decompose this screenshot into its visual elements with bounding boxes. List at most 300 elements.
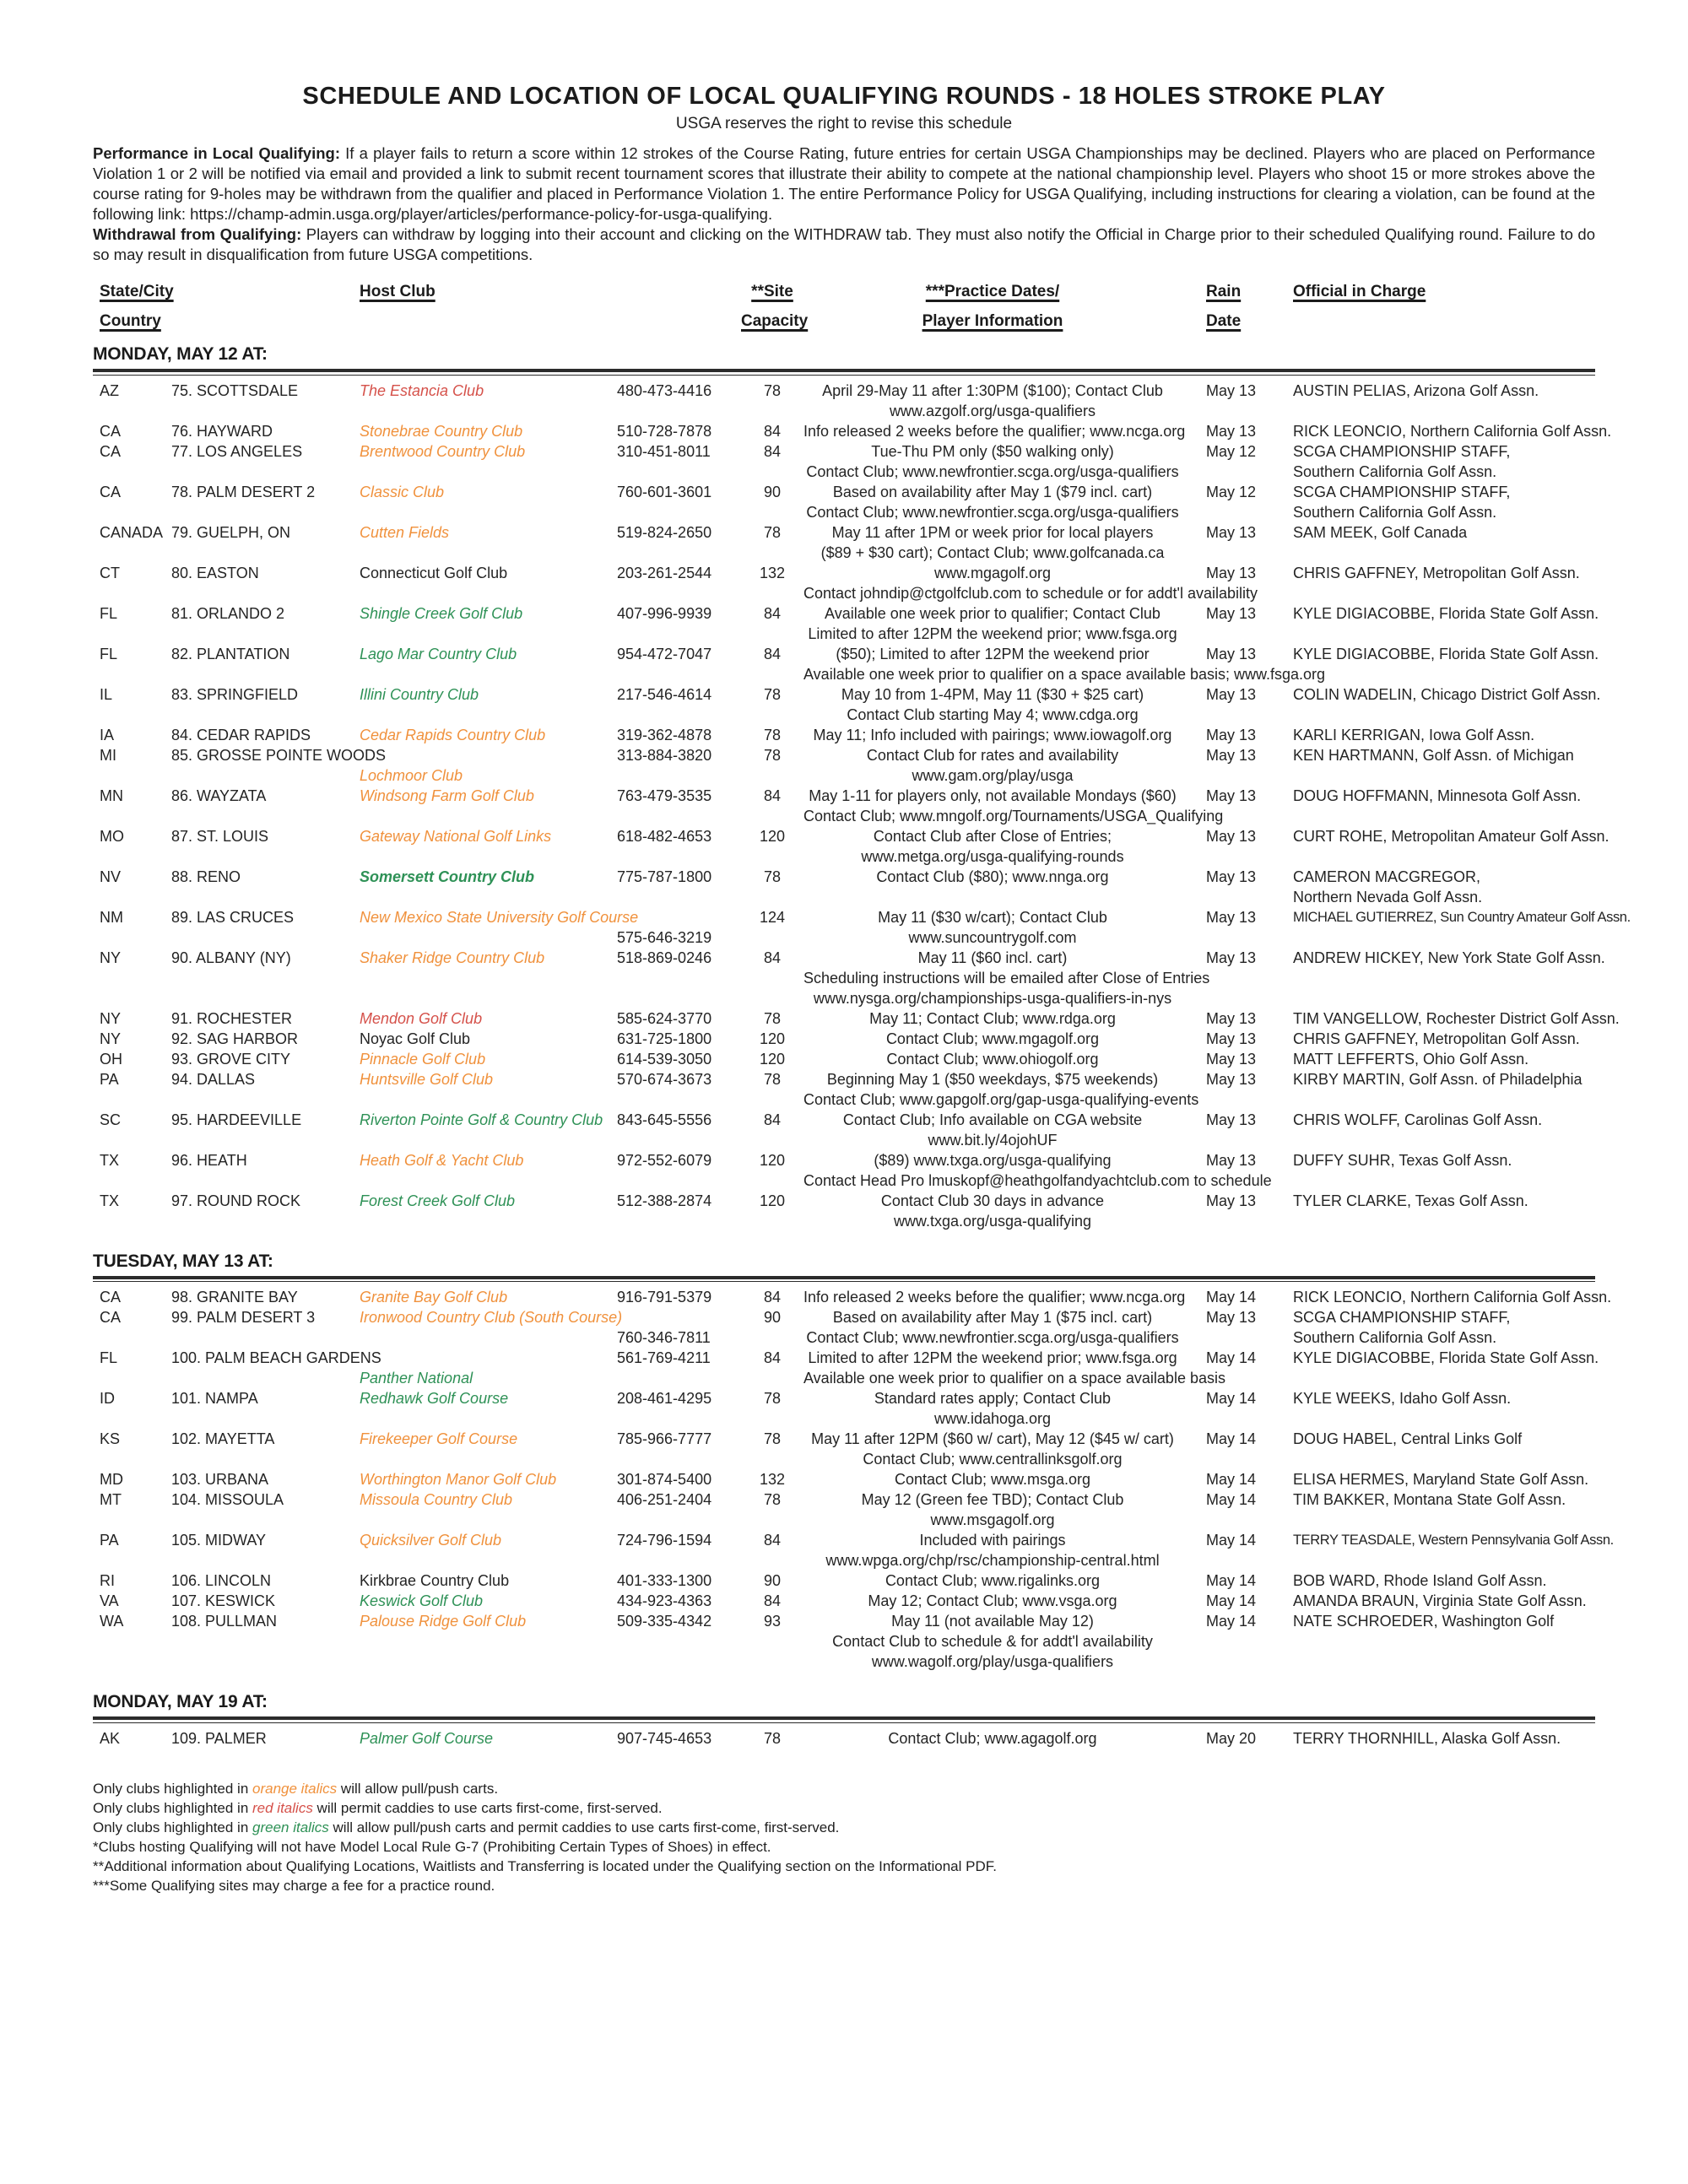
- phone-cell: [614, 887, 741, 907]
- city-cell: [165, 1368, 354, 1388]
- state-cell: TX: [100, 1151, 120, 1169]
- practice-info-cell: Standard rates apply; Contact Club: [874, 1390, 1112, 1407]
- state-cell: [93, 583, 165, 603]
- official-in-charge-cell: DUFFY SUHR, Texas Golf Assn.: [1293, 1151, 1512, 1169]
- official-in-charge-cell: [1279, 1368, 1595, 1388]
- qualifier-row-line: [93, 401, 1595, 421]
- state-cell: [93, 1327, 165, 1348]
- phone-cell: [614, 705, 741, 725]
- rain-date-cell: May 13: [1206, 827, 1257, 845]
- intro-paragraphs: [93, 143, 1595, 265]
- rain-date-cell: May 13: [1206, 1111, 1257, 1128]
- site-capacity-cell: 132: [759, 1471, 786, 1488]
- site-capacity-cell: [741, 1510, 803, 1530]
- phone-cell: [614, 1631, 741, 1652]
- qualifier-row-line: [93, 482, 1595, 502]
- site-capacity-cell: [741, 1089, 803, 1110]
- rain-date-cell: May 13: [1206, 1309, 1257, 1326]
- phone-cell: [614, 806, 741, 826]
- official-in-charge-cell: [1279, 624, 1595, 644]
- state-cell: CA: [100, 483, 122, 500]
- rain-date-cell: [1182, 583, 1279, 603]
- state-cell: [93, 1211, 165, 1231]
- host-club-cell: Worthington Manor Golf Club: [360, 1471, 557, 1488]
- footnote-text: ***Some Qualifying sites may charge a fee for a practice round.: [93, 1877, 495, 1894]
- rain-date-cell: May 13: [1206, 1192, 1257, 1209]
- host-club-cell: Shingle Creek Golf Club: [360, 604, 523, 622]
- phone-cell: [614, 401, 741, 421]
- practice-info-cell: ($50); Limited to after 12PM the weekend prior: [836, 645, 1150, 662]
- practice-info-cell: Scheduling instructions will be emailed after Close of Entries: [803, 969, 1210, 987]
- host-club-cell: Windsong Farm Golf Club: [360, 787, 534, 804]
- host-club-cell: [354, 543, 614, 563]
- rain-date-cell: [1182, 1211, 1279, 1231]
- official-in-charge-cell: KYLE DIGIACOBBE, Florida State Golf Assn.: [1293, 604, 1599, 622]
- site-capacity-cell: 120: [759, 1151, 786, 1169]
- city-cell: 106. LINCOLN: [171, 1572, 272, 1589]
- city-cell: 86. WAYZATA: [171, 787, 267, 804]
- city-cell: 101. NAMPA: [171, 1390, 258, 1407]
- rain-date-cell: May 13: [1206, 949, 1257, 966]
- qualifier-row-line: [93, 583, 1595, 603]
- phone-cell: 509-335-4342: [617, 1613, 712, 1630]
- official-in-charge-cell: TERRY THORNHILL, Alaska Golf Assn.: [1293, 1729, 1561, 1747]
- state-cell: NM: [100, 908, 123, 926]
- col-header-player-information: [803, 306, 1182, 336]
- host-club-cell: [354, 1348, 614, 1368]
- practice-info-cell: Info released 2 weeks before the qualifier; www.ncga.org: [803, 1289, 1186, 1306]
- city-cell: 83. SPRINGFIELD: [171, 685, 299, 703]
- phone-cell: 319-362-4878: [617, 726, 712, 743]
- official-in-charge-cell: [1279, 1631, 1595, 1652]
- site-capacity-cell: [741, 1170, 803, 1191]
- official-in-charge-cell: RICK LEONCIO, Northern California Golf Assn.: [1293, 422, 1612, 440]
- city-cell: 109. PALMER: [171, 1729, 267, 1747]
- state-cell: FL: [100, 645, 118, 662]
- qualifier-row-line: [93, 543, 1595, 563]
- qualifier-row: [93, 1150, 1595, 1191]
- city-cell: 78. PALM DESERT 2: [171, 483, 316, 500]
- official-in-charge-cell: CHRIS GAFFNEY, Metropolitan Golf Assn.: [1293, 1030, 1580, 1047]
- practice-info-cell: www.nysga.org/championships-usga-qualifiers-in-nys: [813, 989, 1172, 1007]
- rain-date-cell: May 13: [1206, 1009, 1257, 1027]
- site-capacity-cell: 84: [763, 1592, 782, 1609]
- qualifier-row: [93, 1429, 1595, 1469]
- host-club-cell: [354, 1652, 614, 1672]
- phone-cell: 480-473-4416: [617, 381, 712, 399]
- practice-info-cell: www.azgolf.org/usga-qualifiers: [889, 402, 1096, 419]
- host-club-cell: Missoula Country Club: [360, 1491, 513, 1508]
- practice-info-cell: Tue-Thu PM only ($50 walking only): [871, 442, 1114, 460]
- qualifier-row-line: [93, 887, 1595, 907]
- site-capacity-cell: 90: [763, 483, 782, 500]
- official-in-charge-cell: CHRIS WOLFF, Carolinas Golf Assn.: [1293, 1111, 1543, 1128]
- qualifier-row-line: [93, 1307, 1595, 1327]
- qualifier-row: [93, 1611, 1595, 1672]
- host-club-cell: Lochmoor Club: [360, 766, 463, 784]
- state-cell: NY: [100, 1030, 122, 1047]
- official-in-charge-cell: [1279, 705, 1595, 725]
- host-club-cell: [354, 1211, 614, 1231]
- city-cell: [165, 1408, 354, 1429]
- rain-date-cell: May 13: [1206, 1030, 1257, 1047]
- col-header-host-club: [354, 277, 741, 306]
- phone-cell: 407-996-9939: [617, 604, 712, 622]
- day-section: [93, 1251, 1614, 1673]
- host-club-cell: Stonebrae Country Club: [360, 422, 523, 440]
- phone-cell: 954-472-7047: [617, 645, 712, 662]
- practice-info-cell: Based on availability after May 1 ($79 incl. cart): [832, 483, 1153, 500]
- city-cell: 103. URBANA: [171, 1471, 269, 1488]
- host-club-cell: [354, 1170, 614, 1191]
- qualifier-row: [93, 421, 1612, 441]
- city-cell: [165, 1550, 354, 1570]
- host-club-cell: Forest Creek Golf Club: [360, 1192, 516, 1209]
- rain-date-cell: [1182, 1327, 1279, 1348]
- official-in-charge-cell: [1279, 543, 1595, 563]
- qualifier-row: [93, 1029, 1595, 1049]
- footnote-text: will allow pull/push carts and permit caddies to use carts first-come, first-served.: [328, 1819, 840, 1835]
- city-cell: 79. GUELPH, ON: [171, 523, 291, 541]
- rain-date-cell: [1182, 502, 1279, 522]
- city-cell: 75. SCOTTSDALE: [171, 381, 299, 399]
- state-cell: [93, 1170, 165, 1191]
- state-cell: MD: [100, 1471, 123, 1488]
- rain-date-cell: [1182, 1631, 1279, 1652]
- qualifier-row-line: [93, 1530, 1614, 1550]
- practice-info-cell: May 11 after 12PM ($60 w/ cart), May 12 ($45 w/ cart): [811, 1430, 1174, 1447]
- official-in-charge-cell: TIM VANGELLOW, Rochester District Golf Assn.: [1293, 1009, 1620, 1027]
- qualifier-row: [93, 482, 1595, 522]
- rain-date-cell: [1182, 927, 1279, 948]
- site-capacity-cell: [741, 624, 803, 644]
- rain-date-cell: [1182, 543, 1279, 563]
- state-cell: [93, 1550, 165, 1570]
- qualifier-row-line: [93, 1368, 1595, 1388]
- site-capacity-cell: [741, 583, 803, 603]
- footnote-highlight-green: green italics: [252, 1819, 329, 1835]
- footnote-text: *Clubs hosting Qualifying will not have Model Local Rule G-7 (Prohibiting Certain Types of Shoes) in effect.: [93, 1838, 771, 1855]
- practice-info-cell: May 11 ($60 incl. cart): [917, 949, 1068, 966]
- city-cell: [165, 1510, 354, 1530]
- state-cell: [93, 1408, 165, 1429]
- qualifier-row: [93, 1728, 1595, 1749]
- phone-cell: 585-624-3770: [617, 1009, 712, 1027]
- rain-date-cell: May 14: [1206, 1289, 1257, 1306]
- state-cell: [93, 765, 165, 786]
- host-club-cell: [354, 988, 614, 1008]
- rain-date-cell: [1182, 1550, 1279, 1570]
- host-club-cell: Palmer Golf Course: [360, 1729, 494, 1747]
- host-club-cell: [354, 502, 614, 522]
- official-in-charge-cell: KYLE WEEKS, Idaho Golf Assn.: [1293, 1390, 1512, 1407]
- city-cell: 95. HARDEEVILLE: [171, 1111, 302, 1128]
- state-cell: MO: [100, 827, 124, 845]
- section-rule: [93, 369, 1595, 376]
- state-cell: NY: [100, 949, 122, 966]
- rain-date-cell: May 13: [1206, 685, 1257, 703]
- site-capacity-cell: 78: [763, 685, 782, 703]
- practice-info-cell: www.suncountrygolf.com: [908, 928, 1077, 946]
- rain-date-cell: May 13: [1206, 1070, 1257, 1088]
- rain-date-cell: May 12: [1206, 442, 1257, 460]
- practice-info-cell: Contact Club; www.msga.org: [894, 1471, 1091, 1488]
- site-capacity-cell: 90: [763, 1572, 782, 1589]
- site-capacity-cell: [741, 927, 803, 948]
- state-cell: CA: [100, 422, 122, 440]
- phone-cell: 724-796-1594: [617, 1532, 712, 1549]
- phone-cell: 907-745-4653: [617, 1729, 712, 1747]
- site-capacity-cell: [741, 1327, 803, 1348]
- practice-info-cell: May 11 after 1PM or week prior for local players: [831, 523, 1154, 541]
- qualifier-row-line: [93, 1348, 1599, 1368]
- official-in-charge-cell: TYLER CLARKE, Texas Golf Assn.: [1293, 1192, 1528, 1209]
- qualifier-row: [93, 1591, 1595, 1611]
- col-header-rain: [1182, 277, 1279, 306]
- qualifier-row: [93, 1348, 1599, 1388]
- withdrawal-label: Withdrawal from Qualifying:: [93, 225, 302, 243]
- qualifier-row: [93, 684, 1601, 725]
- state-cell: MN: [100, 787, 123, 804]
- rain-date-cell: May 12: [1206, 483, 1257, 500]
- practice-info-cell: Contact Head Pro lmuskopf@heathgolfandyachtclub.com to schedule: [803, 1171, 1272, 1189]
- phone-cell: 760-601-3601: [617, 483, 712, 500]
- qualifier-row: [93, 1489, 1595, 1530]
- phone-cell: 301-874-5400: [617, 1471, 712, 1488]
- column-headers: [93, 277, 1595, 336]
- site-capacity-cell: 78: [763, 1390, 782, 1407]
- site-capacity-cell: [741, 664, 803, 684]
- state-cell: CA: [100, 442, 122, 460]
- qualifier-row-line: [93, 1570, 1595, 1591]
- qualifier-row-line: [93, 1150, 1595, 1170]
- rain-date-cell: [1182, 1408, 1279, 1429]
- phone-cell: [614, 765, 741, 786]
- qualifier-row: [93, 1388, 1595, 1429]
- rain-date-cell: [1182, 1368, 1279, 1388]
- state-cell: [93, 927, 165, 948]
- rain-date-cell: [1182, 1510, 1279, 1530]
- phone-cell: 570-674-3673: [617, 1070, 712, 1088]
- practice-info-cell: Limited to after 12PM the weekend prior; www.fsga.org: [808, 1349, 1177, 1366]
- column-header-line-2: [93, 306, 1595, 336]
- site-capacity-cell: 78: [763, 1070, 782, 1088]
- host-club-cell: [354, 846, 614, 867]
- official-in-charge-cell: [1279, 988, 1595, 1008]
- official-in-charge-cell: [1279, 846, 1595, 867]
- qualifier-row-line: [93, 502, 1595, 522]
- qualifier-row-line: [93, 1110, 1595, 1130]
- state-cell: [93, 502, 165, 522]
- qualifier-row: [93, 1307, 1595, 1348]
- qualifier-row: [93, 644, 1599, 684]
- official-in-charge-cell: COLIN WADELIN, Chicago District Golf Assn.: [1293, 685, 1601, 703]
- practice-info-cell: May 11 (not available May 12): [891, 1613, 1094, 1630]
- practice-info-cell: Contact Club after Close of Entries;: [873, 827, 1112, 845]
- practice-info-cell: Available one week prior to qualifier on a space available basis: [803, 1370, 1225, 1387]
- qualifier-row: [93, 826, 1610, 867]
- official-in-charge-cell: MATT LEFFERTS, Ohio Golf Assn.: [1293, 1050, 1529, 1068]
- col-header-state-city: [93, 277, 354, 306]
- state-cell: [93, 1652, 165, 1672]
- city-cell: 94. DALLAS: [171, 1070, 256, 1088]
- qualifier-row-line: [93, 1728, 1595, 1749]
- city-cell: [165, 927, 354, 948]
- state-cell: IA: [100, 726, 115, 743]
- city-cell: [165, 583, 354, 603]
- qualifier-row-line: [93, 1069, 1595, 1089]
- city-cell: [165, 624, 354, 644]
- rain-date-cell: May 14: [1206, 1491, 1257, 1508]
- host-club-cell: Ironwood Country Club (South Course): [360, 1309, 623, 1326]
- qualifier-row-line: [93, 1130, 1595, 1150]
- site-capacity-cell: 84: [763, 1532, 782, 1549]
- state-cell: FL: [100, 604, 118, 622]
- site-capacity-cell: [741, 1449, 803, 1469]
- phone-cell: 775-787-1800: [617, 868, 712, 885]
- footnote-text: Only clubs highlighted in: [93, 1819, 253, 1835]
- footnote-text: will allow pull/push carts.: [337, 1780, 499, 1797]
- rain-date-cell: May 13: [1206, 422, 1257, 440]
- practice-info-cell: www.metga.org/usga-qualifying-rounds: [861, 847, 1124, 865]
- col-header-state-city-label: State/City: [100, 283, 174, 300]
- host-club-cell: Heath Golf & Yacht Club: [360, 1151, 524, 1169]
- day-section: [93, 1692, 1595, 1749]
- practice-info-cell: www.gam.org/play/usga: [912, 766, 1074, 784]
- official-in-charge-cell: [1279, 1089, 1595, 1110]
- official-in-charge-cell: KYLE DIGIACOBBE, Florida State Golf Assn.: [1293, 1349, 1599, 1366]
- rain-date-cell: [1182, 765, 1279, 786]
- qualifier-row: [93, 1191, 1595, 1231]
- qualifier-row-line: [93, 1449, 1595, 1469]
- site-capacity-cell: [741, 846, 803, 867]
- host-club-cell: The Estancia Club: [360, 381, 484, 399]
- rain-date-cell: [1182, 401, 1279, 421]
- practice-info-cell: www.mgagolf.org: [933, 564, 1052, 581]
- rain-date-cell: May 14: [1206, 1532, 1257, 1549]
- practice-info-cell: www.wagolf.org/play/usga-qualifiers: [871, 1653, 1114, 1670]
- host-club-cell: Granite Bay Golf Club: [360, 1289, 508, 1306]
- host-club-cell: New Mexico State University Golf Course: [360, 908, 639, 926]
- phone-cell: [614, 583, 741, 603]
- city-cell: [165, 1089, 354, 1110]
- official-in-charge-cell: [1279, 664, 1595, 684]
- official-in-charge-cell: Southern California Golf Assn.: [1293, 503, 1497, 521]
- practice-info-cell: Info released 2 weeks before the qualifier; www.ncga.org: [803, 422, 1186, 440]
- practice-info-cell: Contact Club to schedule & for addt'l availability: [832, 1633, 1153, 1650]
- city-cell: 102. MAYETTA: [171, 1430, 275, 1447]
- section-rule: [93, 1716, 1595, 1723]
- qualifier-row-line: [93, 1611, 1595, 1631]
- state-cell: [93, 401, 165, 421]
- official-in-charge-cell: [1279, 1652, 1595, 1672]
- footnotes: [93, 1779, 1595, 1895]
- col-header-site-label: **Site: [751, 283, 793, 300]
- day-section-header: TUESDAY, MAY 13 AT:: [93, 1251, 273, 1271]
- qualifier-row: [93, 381, 1595, 421]
- qualifier-row-line: [93, 968, 1595, 988]
- official-in-charge-cell: AMANDA BRAUN, Virginia State Golf Assn.: [1293, 1592, 1587, 1609]
- rain-date-cell: [1182, 988, 1279, 1008]
- host-club-cell: Classic Club: [360, 483, 445, 500]
- rain-date-cell: [1182, 462, 1279, 482]
- city-cell: 107. KESWICK: [171, 1592, 276, 1609]
- rain-date-cell: May 13: [1206, 645, 1257, 662]
- practice-info-cell: Contact Club; www.rigalinks.org: [885, 1572, 1101, 1589]
- rain-date-cell: May 20: [1206, 1729, 1257, 1747]
- host-club-cell: [354, 462, 614, 482]
- rain-date-cell: [1182, 1089, 1279, 1110]
- footnote-highlight-red: red italics: [252, 1799, 313, 1816]
- state-cell: [93, 543, 165, 563]
- official-in-charge-cell: TIM BAKKER, Montana State Golf Assn.: [1293, 1491, 1566, 1508]
- site-capacity-cell: 78: [763, 381, 782, 399]
- site-capacity-cell: [741, 988, 803, 1008]
- state-cell: [93, 664, 165, 684]
- phone-cell: [614, 988, 741, 1008]
- rain-date-cell: May 13: [1206, 523, 1257, 541]
- host-club-cell: [354, 887, 614, 907]
- official-in-charge-cell: [1279, 1449, 1595, 1469]
- city-cell: [165, 887, 354, 907]
- practice-info-cell: www.wpga.org/chp/rsc/championship-central.html: [825, 1552, 1160, 1569]
- state-cell: [93, 1130, 165, 1150]
- col-header-date-label: Date: [1206, 312, 1242, 330]
- state-cell: CA: [100, 1309, 122, 1326]
- practice-info-cell: May 11; Info included with pairings; www.iowagolf.org: [813, 726, 1172, 743]
- official-in-charge-cell: [1279, 1510, 1595, 1530]
- qualifier-row-line: [93, 786, 1595, 806]
- official-in-charge-cell: DOUG HABEL, Central Links Golf: [1293, 1430, 1523, 1447]
- phone-cell: 406-251-2404: [617, 1491, 712, 1508]
- official-in-charge-cell: ANDREW HICKEY, New York State Golf Assn.: [1293, 949, 1605, 966]
- state-cell: [93, 968, 165, 988]
- state-cell: [93, 462, 165, 482]
- city-cell: 92. SAG HARBOR: [171, 1030, 299, 1047]
- city-cell: [165, 401, 354, 421]
- qualifier-row: [93, 522, 1595, 563]
- city-cell: 89. LAS CRUCES: [171, 908, 295, 926]
- qualifier-row-line: [93, 907, 1631, 927]
- footnote-line: [93, 1818, 1595, 1837]
- footnote-highlight-orange: orange italics: [252, 1780, 338, 1797]
- day-section-header: MONDAY, MAY 12 AT:: [93, 344, 268, 364]
- rain-date-cell: [1182, 664, 1279, 684]
- practice-info-cell: [803, 887, 1182, 907]
- col-header-country: [93, 306, 354, 336]
- qualifier-row: [93, 725, 1595, 745]
- state-cell: [93, 1449, 165, 1469]
- phone-cell: [614, 1089, 741, 1110]
- footnote-line: [93, 1876, 1595, 1895]
- host-club-cell: [354, 1449, 614, 1469]
- phone-cell: 208-461-4295: [617, 1390, 712, 1407]
- state-cell: AK: [100, 1729, 121, 1747]
- qualifier-row-line: [93, 1631, 1595, 1652]
- qualifier-row: [93, 1469, 1595, 1489]
- host-club-cell: Connecticut Golf Club: [360, 564, 508, 581]
- official-in-charge-cell: Southern California Golf Assn.: [1293, 462, 1497, 480]
- day-sections: [93, 344, 1631, 1749]
- state-cell: CA: [100, 1289, 122, 1306]
- phone-cell: [614, 1130, 741, 1150]
- site-capacity-cell: 78: [763, 1009, 782, 1027]
- phone-cell: 760-346-7811: [617, 1329, 711, 1346]
- host-club-cell: [354, 745, 614, 765]
- site-capacity-cell: [741, 1211, 803, 1231]
- host-club-cell: Quicksilver Golf Club: [360, 1532, 502, 1549]
- practice-info-cell: April 29-May 11 after 1:30PM ($100); Contact Club: [822, 381, 1163, 399]
